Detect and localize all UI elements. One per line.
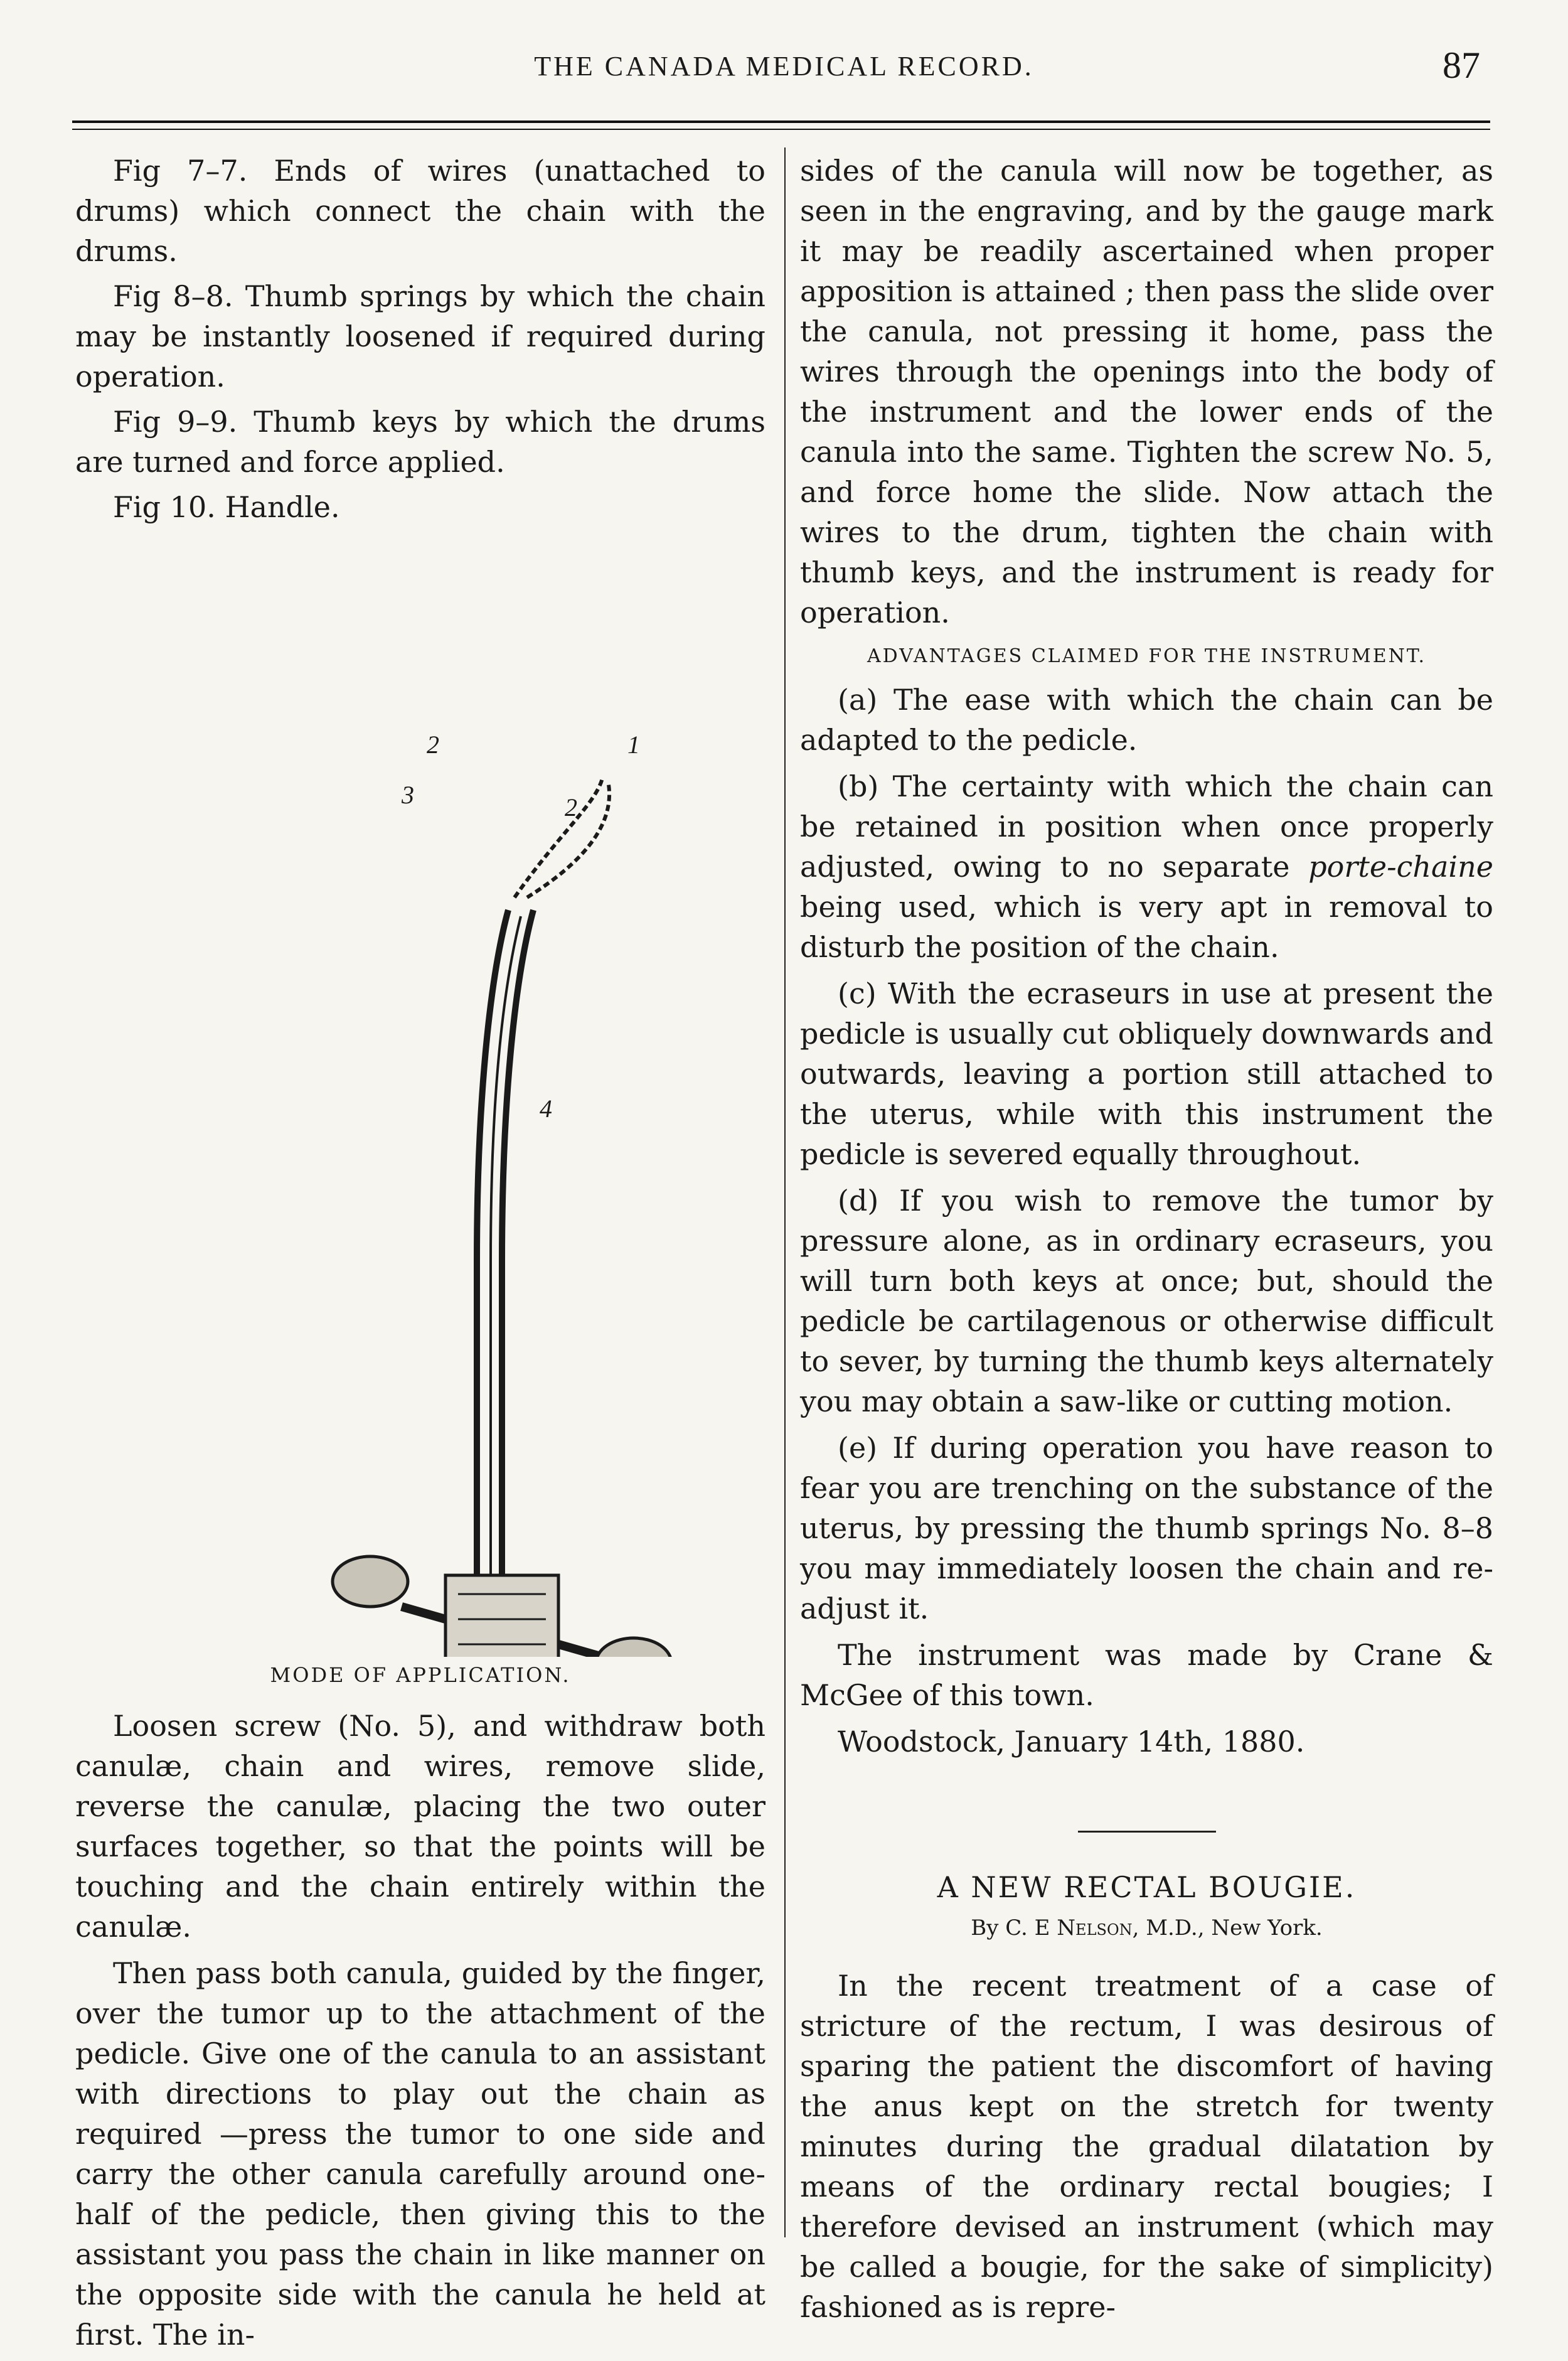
fig-item-10: Fig 10. Handle. (113, 490, 340, 524)
fig-item-8: Fig 8–8. Thumb springs by which the chain may be instantly loosened if required during operation. (75, 279, 765, 394)
byline-suffix: , M.D., New York. (1132, 1915, 1323, 1941)
article-byline (800, 1915, 1493, 1941)
advantage-b-italic: porte-chaine (1308, 850, 1493, 884)
chain-upper-left (515, 778, 602, 897)
advantage-b (800, 766, 1493, 967)
figure-label-3: 3 (402, 781, 414, 809)
advantage-a: (a) The ease with which the chain can be adapted to the pedicle. (800, 683, 1493, 757)
article-separator (1078, 1831, 1216, 1833)
article-paragraph: In the recent treatment of a case of stricture of the rectum, I was desirous of sparing the patient the discomfort of having the anus kept on the stretch for twenty minutes during the gradual dilatation by means of the ordinary rectal bougies; I therefore devised an instrument (which may be called a bougie, for the sake of simplicity) fashioned as is repre- (800, 1969, 1493, 2324)
figure-label-4: 4 (540, 1095, 552, 1123)
page-header (0, 38, 1568, 113)
advantage-b-end: being used, which is very apt in removal to disturb the position of the chain. (800, 890, 1493, 964)
signoff-date: Woodstock, January 14th, 1880. (838, 1725, 1305, 1759)
paragraph-continuation: sides of the canula will now be together, as seen in the engraving, and by the gauge mark it may be readily ascertained when proper apposition is attained ; then pass the slide over the canula, not pressing it home, pass the wires through the openings into the body of the instrument and the lower ends of the canula into the same. Tighten the screw No. 5, and force home the slide. Now attach the wires to the drum, tighten the chain with thumb keys, and the instrument is ready for operation. (800, 154, 1493, 629)
thumb-key-left-stem (402, 1607, 445, 1619)
advantage-d: (d) If you wish to remove the tumor by pressure alone, as in ordinary ecraseurs, you will turn both keys at once; but, should the pedicle be cartilagenous or otherwise difficult to sever, by turning the thumb keys alternately you may obtain a saw-like or cutting motion. (800, 1184, 1493, 1418)
header-rule (72, 120, 1490, 123)
figure-label-2-right: 2 (565, 793, 577, 822)
figure-caption: MODE OF APPLICATION. (270, 1663, 571, 1687)
left-column (75, 151, 765, 2361)
paragraph-loosen-screw: Loosen screw (No. 5), and withdraw both canulæ, chain and wires, remove slide, reverse the canulæ, placing the two outer surfaces together, so that the points will be touching and the chain entirely within the canulæ. (75, 1709, 765, 1944)
maker-note: The instrument was made by Crane & McGee of this town. (800, 1638, 1493, 1712)
byline-prefix: By C. E (971, 1915, 1057, 1941)
paragraph-pass-canula: Then pass both canula, guided by the finger, over the tumor up to the attachment of the pedicle. Give one of the canula to an assistant with directions to play out the chain as required —press the tumor to one side and carry the other canula carefully around one-half of the pedicle, then giving this to the assistant you pass the chain in like manner on the opposite side with the canula he held at first. The in- (75, 1956, 765, 2352)
instrument-illustration (75, 540, 765, 1657)
section-heading-advantages: ADVANTAGES CLAIMED FOR THE INSTRUMENT. (867, 645, 1426, 667)
figure-label-2-top: 2 (427, 731, 439, 759)
canula-right (502, 910, 533, 1582)
instrument-engraving (75, 540, 765, 1657)
thumb-key-right (596, 1638, 671, 1657)
header-rule-thin (72, 129, 1490, 130)
fig-item-7: Fig 7–7. Ends of wires (unattached to drums) which connect the chain with the drums. (75, 154, 765, 268)
advantage-c: (c) With the ecraseurs in use at present the pedicle is usually cut obliquely downwards and outwards, leaving a portion still attached to the uterus, while with this instrument the pedicle is severed equally throughout. (800, 977, 1493, 1171)
right-column (800, 151, 1493, 2333)
fig-item-9: Fig 9–9. Thumb keys by which the drums are turned and force applied. (75, 405, 765, 479)
advantage-e: (e) If during operation you have reason to fear you are trenching on the substance of the uterus, by pressing the thumb springs No. 8–8 you may immediately loosen the chain and re-adjust it. (800, 1431, 1493, 1625)
thumb-key-left (333, 1556, 408, 1607)
byline-name: Nelson (1057, 1915, 1133, 1941)
running-title: THE CANADA MEDICAL RECORD. (534, 51, 1034, 82)
article-title: A NEW RECTAL BOUGIE. (937, 1870, 1357, 1904)
figure-label-1: 1 (627, 731, 640, 759)
thumb-key-right-stem (558, 1644, 602, 1657)
advantage-b-start: (b) The certainty with which the chain can be retained in position when once properly adjusted, owing to no separate (800, 769, 1493, 884)
page-number: 87 (1443, 45, 1480, 86)
column-divider (784, 147, 786, 2237)
